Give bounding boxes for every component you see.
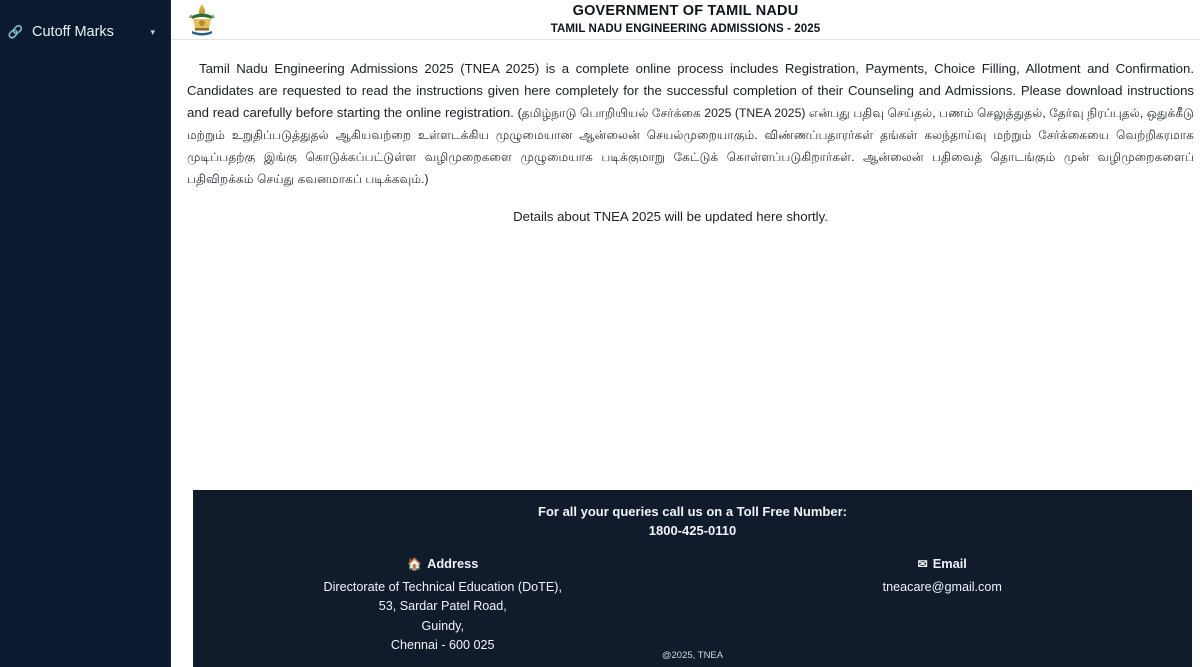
address-line: 53, Sardar Patel Road, (378, 599, 507, 614)
toll-free-number[interactable]: 1800-425-0110 (648, 522, 737, 538)
home-icon: 🏠 (407, 556, 423, 571)
intro-tamil: (தமிழ்நாடு பொறியியல் சேர்க்கை 2025 (TNEA 2025) என்பது பதிவு செய்தல், பணம் செலுத்துதல், தேர்வு நிரப்புதல், ஒதுக்கீடு மற்றும் உறுதிப்படுத்துதல் ஆகியவற்றை உள்ளடக்கிய முழுமையான ஆன்லைன் செயல்முறையாகும். விண்ணப்பதாரர்கள் தங்கள் கலந்தாய்வு மற்றும் சேர்க்கையை வெற்றிகரமாக முடிப்பதற்கு இங்கு கொடுக்கப்பட்டுள்ள வழிமுறைகளை முழுமையாக படிக்குமாறு கேட்டுக் கொள்ளப்படுகிறார்கள். ஆன்லைன் பதிவைத் தொடங்கும் முன் வழிமுறைகளைப் பதிவிறக்கம் செய்து கவனமாகப் படிக்கவும்.) (187, 105, 1195, 186)
footer-address-block (193, 554, 693, 655)
envelope-icon: ✉ (917, 556, 928, 571)
link-icon: 🔗 (7, 24, 24, 39)
address-line: Chennai - 600 025 (390, 637, 495, 652)
intro-paragraph (187, 58, 1194, 189)
intro-english: Tamil Nadu Engineering Admissions 2025 (TNEA 2025) is a complete online process includes Registration, Payments, Choice Filling, Allotment and Confirmation. Candidates are requested to read the instructions given here completely for the successful completion of their Counseling and Admissions. Please download instructions and read carefully before starting the online registration. (187, 61, 1194, 120)
address-line: Guindy, (421, 618, 464, 633)
tamil-nadu-emblem-icon (185, 1, 219, 38)
page-subtitle: TAMIL NADU ENGINEERING ADMISSIONS - 2025 (550, 23, 821, 36)
sidebar-item-label: Cutoff Marks (32, 24, 114, 40)
address-heading (193, 554, 693, 573)
copyright-text: @2025, TNEA (661, 650, 724, 661)
address-heading-label: Address (427, 555, 479, 571)
email-address[interactable]: tneacare@gmail.com (882, 580, 1002, 595)
content-area (171, 40, 1200, 488)
site-header (171, 0, 1200, 40)
toll-free-label: For all your queries call us on a Toll Free Number: (538, 504, 847, 519)
sidebar (0, 0, 171, 667)
email-heading-label: Email (932, 555, 967, 571)
chevron-down-icon[interactable]: ▾ (150, 26, 155, 37)
header-titles (551, 3, 821, 37)
address-line: Directorate of Technical Education (DoTE), (323, 580, 562, 595)
sidebar-item-cutoff-marks[interactable] (0, 18, 171, 46)
email-heading (693, 554, 1193, 573)
footer-columns (193, 554, 1192, 655)
update-note: Details about TNEA 2025 will be updated here shortly. (513, 209, 828, 225)
page-title: GOVERNMENT OF TAMIL NADU (572, 2, 799, 19)
footer-email-block (693, 554, 1193, 655)
main-column (171, 0, 1200, 667)
site-footer (193, 490, 1192, 667)
